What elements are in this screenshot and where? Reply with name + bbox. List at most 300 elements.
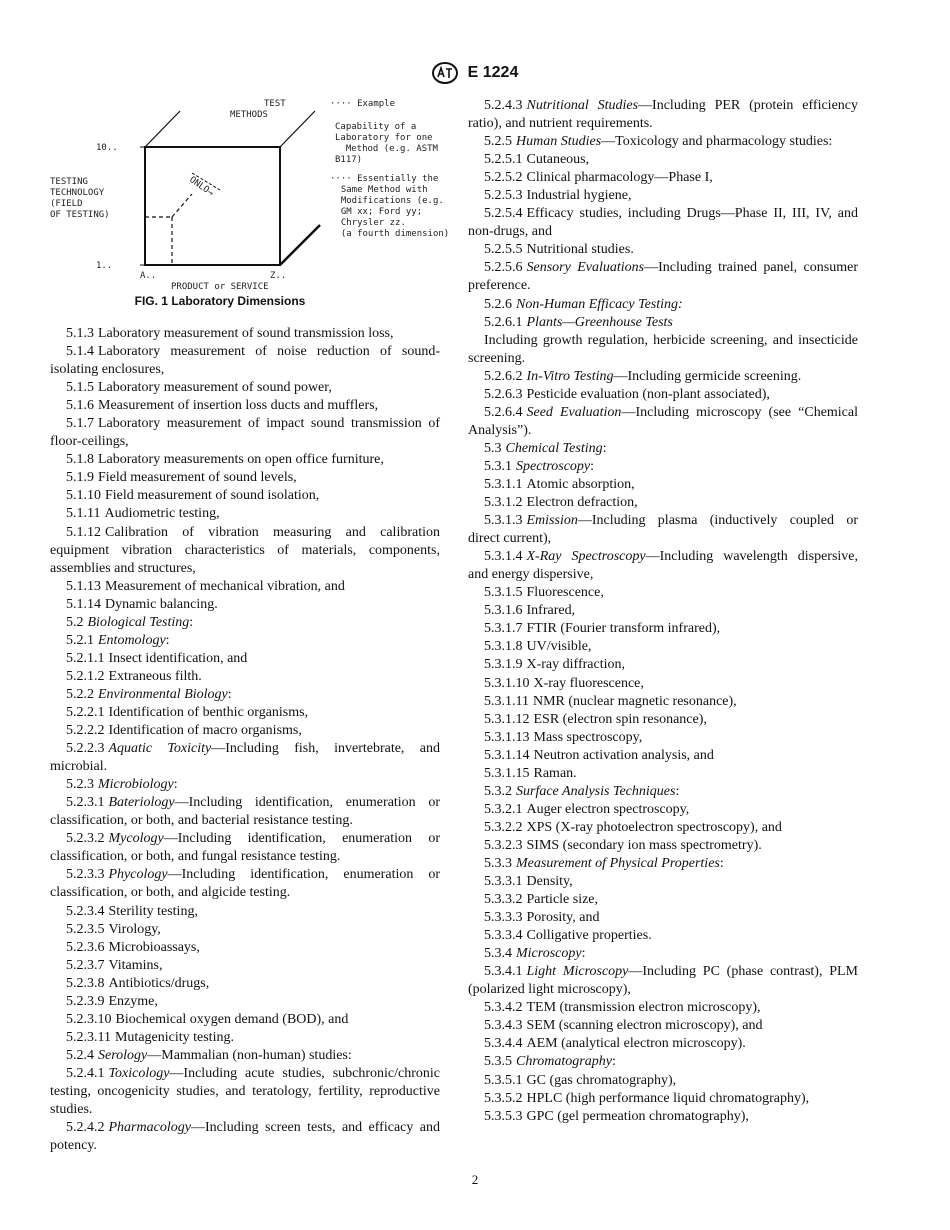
section-paragraph — [50, 939, 440, 957]
section-heading: Bateriology — [108, 795, 175, 811]
perspective-line-top-left — [145, 111, 180, 147]
section-paragraph — [50, 325, 440, 343]
section-number: 5.3.2.2 — [484, 819, 523, 835]
section-text: Cutaneous, — [526, 152, 590, 168]
section-text: Microbioassays, — [108, 939, 200, 955]
section-text: NMR (nuclear magnetic resonance), — [532, 693, 737, 709]
section-paragraph — [468, 584, 858, 602]
section-text: XPS (X-ray photoelectron spectroscopy), and — [526, 819, 782, 835]
legend-capability-2: Laboratory for one — [335, 133, 433, 143]
section-number: 5.3.5.1 — [484, 1072, 523, 1088]
section-number: 5.2.5.1 — [484, 152, 523, 168]
section-heading: X-Ray Spectroscopy — [526, 549, 646, 565]
section-text: GPC (gel permeation chromatography), — [526, 1108, 749, 1124]
section-number: 5.3.2 — [484, 783, 512, 799]
section-number: 5.3.4.3 — [484, 1018, 523, 1034]
legend-example: ···· Example — [330, 99, 396, 109]
section-paragraph — [468, 999, 858, 1017]
section-number: 5.2.4.3 — [484, 98, 523, 113]
section-paragraph — [468, 620, 858, 638]
section-text: Colligative properties. — [526, 928, 652, 944]
section-paragraph — [50, 704, 440, 722]
section-number: 5.2.4 — [66, 1047, 94, 1063]
section-number: 5.2 — [66, 614, 84, 630]
section-text: Insect identification, and — [108, 650, 248, 666]
section-text: Efficacy studies, including Drugs—Phase II, III, IV, and non-drugs, and — [468, 206, 858, 240]
section-paragraph — [50, 975, 440, 993]
section-heading: Emission — [526, 513, 578, 529]
section-paragraph — [468, 169, 858, 187]
section-heading: Nutritional Studies — [526, 98, 639, 113]
section-number: 5.3.4.4 — [484, 1036, 523, 1052]
astm-logo-icon — [432, 62, 458, 84]
section-heading: Toxicology — [108, 1065, 170, 1081]
section-heading: Plants—Greenhouse Tests — [526, 314, 673, 330]
axis-left-label-1: TESTING — [50, 177, 88, 187]
section-number: 5.3.1.1 — [484, 476, 523, 492]
section-text: : — [611, 1054, 616, 1070]
section-text: SIMS (secondary ion mass spectrometry). — [526, 837, 762, 853]
perspective-line-top-right — [280, 111, 315, 147]
section-number: 5.3.5.3 — [484, 1108, 523, 1124]
section-paragraph — [468, 801, 858, 819]
section-paragraph — [50, 866, 440, 902]
section-text: : — [173, 777, 178, 793]
front-face — [145, 147, 280, 265]
section-number: 5.2.2.3 — [66, 741, 105, 757]
section-paragraph — [468, 133, 858, 151]
section-text: Porosity, and — [526, 910, 600, 926]
section-paragraph — [468, 151, 858, 169]
section-number: 5.2.3.4 — [66, 903, 105, 919]
section-number: 5.2.3.3 — [66, 867, 105, 883]
section-number: 5.2.3.2 — [66, 831, 105, 847]
legend-essentially-3: Modifications (e.g. — [330, 196, 444, 206]
section-paragraph — [468, 404, 858, 440]
section-heading: Spectroscopy — [516, 458, 591, 474]
document-designation: E 1224 — [467, 64, 519, 81]
section-number: 5.1.8 — [66, 452, 94, 468]
section-text: —Including plasma (inductively coupled or direct current), — [468, 513, 858, 547]
section-text: Fluorescence, — [526, 585, 604, 601]
figure-laboratory-dimensions — [50, 97, 450, 302]
section-number: 5.2.5 — [484, 134, 512, 150]
section-text: Laboratory measurements on open office furniture, — [98, 452, 384, 468]
section-number: 5.3.2.3 — [484, 837, 523, 853]
section-number: 5.2.3.5 — [66, 921, 105, 937]
axis-left-label-4: OF TESTING) — [50, 210, 110, 220]
section-number: 5.3.1.3 — [484, 513, 523, 529]
section-text: Including growth regulation, herbicide screening, and insecticide screening. — [468, 332, 858, 366]
legend-capability-3: Method (e.g. ASTM — [335, 144, 438, 154]
section-text: Clinical pharmacology—Phase I, — [526, 170, 713, 186]
section-text: HPLC (high performance liquid chromatography), — [526, 1090, 810, 1106]
section-paragraph — [468, 458, 858, 476]
section-paragraph — [50, 343, 440, 379]
section-text: —Including trained panel, consumer preference. — [468, 260, 858, 294]
section-paragraph — [468, 332, 858, 368]
section-number: 5.2.3 — [66, 777, 94, 793]
section-number: 5.2.3.11 — [66, 1029, 111, 1045]
section-text: : — [189, 614, 194, 630]
section-paragraph — [50, 1065, 440, 1119]
section-text: Laboratory measurement of noise reduction of sound-isolating enclosures, — [50, 344, 440, 378]
section-paragraph — [468, 476, 858, 494]
section-number: 5.1.5 — [66, 380, 94, 396]
section-heading: Entomology — [98, 632, 166, 648]
section-text: X-ray fluorescence, — [533, 675, 644, 691]
perspective-line-bottom-right — [280, 225, 320, 265]
tick-z: Z.. — [270, 271, 287, 281]
section-paragraph — [468, 855, 858, 873]
section-paragraph — [468, 602, 858, 620]
tick-top-left: 10.. — [96, 143, 118, 153]
section-number: 5.1.10 — [66, 488, 101, 504]
section-heading: Biological Testing — [87, 614, 190, 630]
section-number: 5.2.1.1 — [66, 650, 105, 666]
section-number: 5.3.4.1 — [484, 964, 523, 980]
section-text: Raman. — [533, 765, 577, 781]
section-paragraph — [468, 963, 858, 999]
section-text: : — [590, 458, 595, 474]
section-text: Pesticide evaluation (non-plant associated), — [526, 386, 770, 402]
section-heading: Human Studies — [516, 134, 602, 150]
section-paragraph — [50, 1047, 440, 1065]
section-text: —Including PER (protein efficiency ratio), and nutrient requirements. — [468, 98, 858, 132]
section-paragraph — [468, 656, 858, 674]
section-heading: Serology — [98, 1047, 148, 1063]
section-number: 5.2.5.2 — [484, 170, 523, 186]
section-paragraph — [50, 957, 440, 975]
legend-essentially-5: Chrysler zz. — [330, 218, 406, 228]
section-number: 5.2.5.6 — [484, 260, 523, 276]
section-paragraph — [468, 909, 858, 927]
section-number: 5.3.4.2 — [484, 1000, 523, 1016]
section-paragraph — [468, 747, 858, 765]
section-text: Atomic absorption, — [526, 476, 635, 492]
section-text: TEM (transmission electron microscopy), — [526, 1000, 761, 1016]
section-paragraph — [468, 241, 858, 259]
section-number: 5.2.6.3 — [484, 386, 523, 402]
section-paragraph — [468, 259, 858, 295]
dashed-diagonal — [172, 194, 192, 217]
section-paragraph — [468, 296, 858, 314]
section-number: 5.2.3.6 — [66, 939, 105, 955]
figure-caption: FIG. 1 Laboratory Dimensions — [134, 294, 306, 308]
section-paragraph — [50, 776, 440, 794]
section-number: 5.3.1.4 — [484, 549, 523, 565]
section-paragraph — [50, 1029, 440, 1047]
section-number: 5.3.1 — [484, 458, 512, 474]
section-number: 5.2.4.2 — [66, 1120, 105, 1136]
section-paragraph — [50, 993, 440, 1011]
section-heading: Environmental Biology — [98, 686, 228, 702]
section-paragraph — [468, 187, 858, 205]
section-heading: Mycology — [108, 831, 164, 847]
section-paragraph — [468, 1053, 858, 1071]
section-text: Infrared, — [526, 603, 576, 619]
section-number: 5.2.3.9 — [66, 993, 105, 1009]
section-number: 5.3.3.1 — [484, 874, 523, 890]
section-paragraph — [468, 837, 858, 855]
section-paragraph — [468, 783, 858, 801]
section-text: —Including microscopy (see “Chemical Analysis”). — [468, 404, 858, 438]
section-text: —Mammalian (non-human) studies: — [147, 1047, 352, 1063]
section-text: : — [602, 440, 607, 456]
section-number: 5.2.6.1 — [484, 314, 523, 330]
section-paragraph — [468, 440, 858, 458]
section-number: 5.3.1.7 — [484, 621, 523, 637]
section-text: FTIR (Fourier transform infrared), — [526, 621, 721, 637]
section-paragraph — [50, 722, 440, 740]
section-heading: Non-Human Efficacy Testing: — [516, 296, 683, 312]
legend-essentially-2: Same Method with — [330, 185, 428, 195]
section-heading: Phycology — [108, 867, 168, 883]
section-text: Audiometric testing, — [104, 506, 220, 522]
section-number: 5.1.9 — [66, 470, 94, 486]
legend-capability-4: B117) — [335, 155, 363, 165]
section-number: 5.3.3.3 — [484, 910, 523, 926]
section-heading: Pharmacology — [108, 1120, 191, 1136]
section-number: 5.3.1.13 — [484, 729, 530, 745]
section-heading: In-Vitro Testing — [526, 368, 614, 384]
section-heading: Sensory Evaluations — [526, 260, 645, 276]
section-number: 5.1.12 — [66, 524, 101, 540]
section-text: —Including identification, enumeration or classification, or both, and bacterial resistance testing. — [50, 795, 440, 829]
section-paragraph — [50, 903, 440, 921]
section-number: 5.1.4 — [66, 344, 94, 360]
section-paragraph — [50, 451, 440, 469]
section-number: 5.2.3.10 — [66, 1011, 112, 1027]
section-number: 5.3.1.5 — [484, 585, 523, 601]
section-number: 5.2.1 — [66, 632, 94, 648]
section-heading: Surface Analysis Techniques — [516, 783, 676, 799]
section-text: ESR (electron spin resonance), — [533, 711, 707, 727]
section-heading: Seed Evaluation — [526, 404, 622, 420]
section-text: —Including PC (phase contrast), PLM (polarized light microscopy), — [468, 964, 858, 998]
section-paragraph — [50, 596, 440, 614]
section-number: 5.1.11 — [66, 506, 101, 522]
section-heading: Microbiology — [98, 777, 174, 793]
section-number: 5.3.3.4 — [484, 928, 523, 944]
section-number: 5.3.5.2 — [484, 1090, 523, 1106]
section-text: Particle size, — [526, 892, 599, 908]
section-number: 5.3.3 — [484, 855, 512, 871]
section-number: 5.2.2 — [66, 686, 94, 702]
section-text: Extraneous filth. — [108, 668, 202, 684]
section-text: UV/visible, — [526, 639, 592, 655]
section-text: SEM (scanning electron microscopy), and — [526, 1018, 763, 1034]
page-number: 2 — [471, 1172, 479, 1187]
axis-bottom-label: PRODUCT or SERVICE — [171, 282, 269, 292]
section-text: —Including screen tests, and efficacy and potency. — [50, 1120, 440, 1154]
section-paragraph — [468, 386, 858, 404]
legend-capability-1: Capability of a — [335, 122, 417, 132]
section-text: Mass spectroscopy, — [533, 729, 643, 745]
section-number: 5.3.5 — [484, 1054, 512, 1070]
axis-left-label-3: (FIELD — [50, 199, 83, 209]
section-text: —Including identification, enumeration or classification, or both, and fungal resistance testing. — [50, 831, 440, 865]
section-paragraph — [50, 830, 440, 866]
section-number: 5.2.6.4 — [484, 404, 523, 420]
section-paragraph — [468, 927, 858, 945]
axis-top-label-2: METHODS — [230, 110, 268, 120]
section-paragraph — [468, 693, 858, 711]
section-paragraph — [50, 469, 440, 487]
section-paragraph — [468, 494, 858, 512]
section-text: Virology, — [108, 921, 161, 937]
section-number: 5.1.7 — [66, 416, 94, 432]
section-number: 5.2.2.1 — [66, 704, 105, 720]
section-text: Identification of benthic organisms, — [108, 704, 309, 720]
section-text: —Toxicology and pharmacology studies: — [601, 134, 833, 150]
section-number: 5.3.1.14 — [484, 747, 530, 763]
section-text: : — [165, 632, 170, 648]
section-text: Enzyme, — [108, 993, 158, 1009]
legend-essentially-4: GM xx; Ford yy; — [330, 207, 423, 217]
section-number: 5.3.1.11 — [484, 693, 529, 709]
section-text: Neutron activation analysis, and — [533, 747, 714, 763]
section-paragraph — [468, 548, 858, 584]
section-number: 5.3.1.15 — [484, 765, 530, 781]
section-heading: Light Microscopy — [526, 964, 629, 980]
section-text: AEM (analytical electron microscopy). — [526, 1036, 746, 1052]
section-paragraph — [468, 638, 858, 656]
section-number: 5.3.1.2 — [484, 495, 523, 511]
section-paragraph — [468, 1108, 858, 1126]
section-paragraph — [50, 632, 440, 650]
section-paragraph — [468, 1017, 858, 1035]
diagonal-label: ONLO→ — [187, 175, 216, 199]
section-text: Calibration of vibration measuring and calibration equipment vibration characteristics of materials, components, assemblies and structures, — [50, 524, 440, 576]
section-paragraph — [468, 1090, 858, 1108]
section-number: 5.3.4 — [484, 946, 512, 962]
section-text: GC (gas chromatography), — [526, 1072, 677, 1088]
section-number: 5.3.1.8 — [484, 639, 523, 655]
section-number: 5.2.6.2 — [484, 368, 523, 384]
section-text: —Including fish, invertebrate, and microbial. — [50, 741, 441, 775]
page-header — [0, 62, 950, 84]
section-paragraph — [468, 729, 858, 747]
legend-essentially-6: (a fourth dimension) — [330, 229, 450, 239]
axis-left-label-2: TECHNOLOGY — [50, 188, 105, 198]
section-number: 5.3.1.6 — [484, 603, 523, 619]
section-text: Dynamic balancing. — [105, 596, 218, 612]
section-paragraph — [50, 524, 440, 578]
section-paragraph — [50, 1119, 440, 1155]
section-paragraph — [50, 614, 440, 632]
section-paragraph — [50, 921, 440, 939]
section-paragraph — [468, 368, 858, 386]
section-text: Vitamins, — [108, 957, 163, 973]
section-number: 5.3.1.9 — [484, 657, 523, 673]
section-paragraph — [468, 873, 858, 891]
section-paragraph — [50, 415, 440, 451]
section-paragraph — [50, 686, 440, 704]
section-paragraph — [468, 711, 858, 729]
tick-a: A.. — [140, 271, 157, 281]
section-paragraph — [50, 487, 440, 505]
right-column — [468, 97, 858, 1126]
section-paragraph — [468, 1035, 858, 1053]
section-text: Field measurement of sound levels, — [98, 470, 297, 486]
section-heading: Microscopy — [516, 946, 582, 962]
section-number: 5.2.1.2 — [66, 668, 105, 684]
section-paragraph — [50, 578, 440, 596]
section-number: 5.1.6 — [66, 398, 94, 414]
section-heading: Aquatic Toxicity — [108, 741, 212, 757]
section-number: 5.3.3.2 — [484, 892, 523, 908]
section-text: —Including germicide screening. — [613, 368, 802, 384]
tick-bottom-left: 1.. — [96, 261, 113, 271]
section-paragraph — [468, 819, 858, 837]
section-text: Industrial hygiene, — [526, 188, 632, 204]
section-number: 5.2.5.5 — [484, 242, 523, 258]
section-number: 5.1.14 — [66, 596, 101, 612]
section-text: Laboratory measurement of sound transmission loss, — [98, 326, 394, 341]
section-text: X-ray diffraction, — [526, 657, 625, 673]
section-text: Biochemical oxygen demand (BOD), and — [115, 1011, 349, 1027]
section-paragraph — [468, 891, 858, 909]
section-number: 5.2.6 — [484, 296, 512, 312]
legend-essentially-1: ···· Essentially the — [330, 174, 439, 184]
section-number: 5.3.1.12 — [484, 711, 530, 727]
section-paragraph — [50, 668, 440, 686]
section-text: Density, — [526, 874, 573, 890]
section-number: 5.2.3.1 — [66, 795, 105, 811]
section-text: —Including acute studies, subchronic/chronic testing, oncogenicity studies, and teratology, fertility, reproductive studies. — [50, 1065, 440, 1118]
section-text: Electron defraction, — [526, 495, 638, 511]
section-paragraph — [468, 314, 858, 332]
section-text: Measurement of mechanical vibration, and — [105, 578, 345, 594]
section-text: —Including wavelength dispersive, and energy dispersive, — [468, 549, 859, 583]
section-text: Sterility testing, — [108, 903, 198, 919]
section-text: Antibiotics/drugs, — [108, 975, 210, 991]
section-number: 5.3.2.1 — [484, 801, 523, 817]
section-number: 5.2.3.7 — [66, 957, 105, 973]
section-paragraph — [50, 379, 440, 397]
section-number: 5.3.1.10 — [484, 675, 530, 691]
section-number: 5.3 — [484, 440, 502, 456]
left-column — [50, 325, 440, 1155]
axis-top-label-1: TEST — [264, 99, 286, 109]
section-paragraph — [468, 512, 858, 548]
section-paragraph — [468, 1072, 858, 1090]
section-heading: Measurement of Physical Properties — [516, 855, 720, 871]
section-text: : — [719, 855, 724, 871]
section-text: Auger electron spectroscopy, — [526, 801, 690, 817]
section-number: 5.1.13 — [66, 578, 101, 594]
section-paragraph — [468, 945, 858, 963]
section-text: : — [675, 783, 680, 799]
section-text: Measurement of insertion loss ducts and mufflers, — [98, 398, 379, 414]
section-heading: Chemical Testing — [505, 440, 603, 456]
section-heading: Chromatography — [516, 1054, 612, 1070]
section-number: 5.1.3 — [66, 326, 94, 341]
section-paragraph — [468, 97, 858, 133]
section-number: 5.2.5.3 — [484, 188, 523, 204]
section-text: Laboratory measurement of impact sound transmission of floor-ceilings, — [50, 416, 440, 450]
section-paragraph — [50, 505, 440, 523]
section-text: Field measurement of sound isolation, — [105, 488, 320, 504]
section-text: : — [581, 946, 586, 962]
section-number: 5.2.5.4 — [484, 206, 523, 222]
section-text: Identification of macro organisms, — [108, 723, 302, 739]
section-paragraph — [50, 1011, 440, 1029]
section-paragraph — [50, 740, 440, 776]
section-paragraph — [468, 765, 858, 783]
section-number: 5.2.4.1 — [66, 1065, 105, 1081]
